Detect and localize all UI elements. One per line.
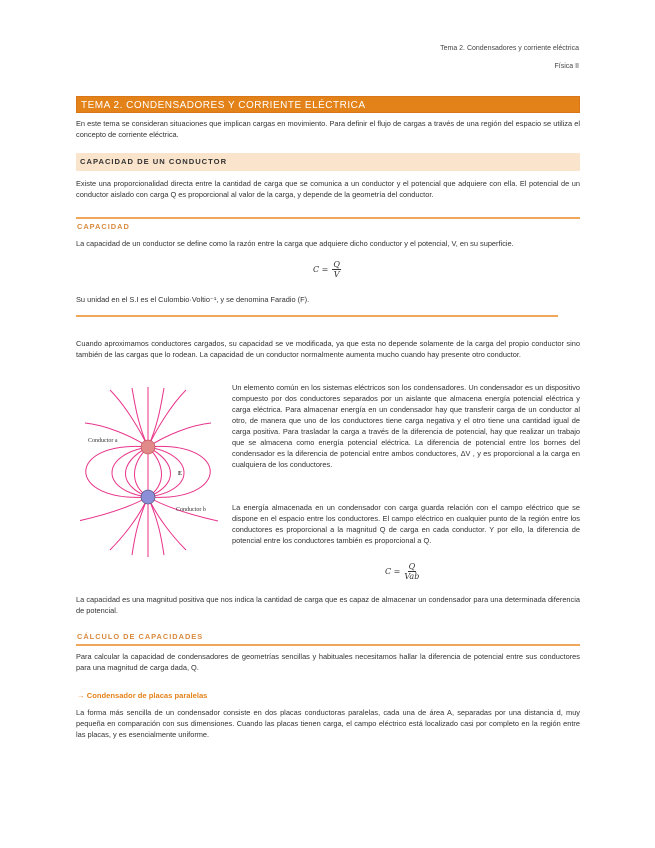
placas-paragraph: La forma más sencilla de un condensador consiste en dos placas conductoras paralelas, cada una de área A, separadas por una distancia d, muy pequeña en comparación con sus dimensiones. Cuando las placas tienen carga, el campo eléctrico está localizado casi por completo en la región entre las placas, y es esencialmente uniforme.: [76, 708, 580, 739]
divider: [76, 217, 580, 219]
subheading-calculo: CÁLCULO DE CAPACIDADES: [77, 632, 204, 641]
positive-magnitude-paragraph: La capacidad es una magnitud positiva que nos indica la cantidad de carga que es capaz de almacenar un condensador para una determinada diferencia de potencial.: [76, 595, 580, 615]
formula-lhs: C =: [385, 567, 401, 576]
running-header-title: Tema 2. Condensadores y corriente eléctrica: [440, 45, 579, 52]
dipole-field-figure: [80, 385, 220, 563]
negative-conductor-icon: [141, 490, 155, 504]
unit-paragraph: Su unidad en el S.I es el Culombio·Voltio⁻¹, y se denomina Faradio (F).: [76, 295, 310, 304]
label-field-e: E: [178, 471, 183, 477]
subheading-placas-paralelas: → Condensador de placas paralelas: [77, 691, 208, 700]
positive-conductor-icon: [141, 440, 155, 454]
running-header-course: Física II: [554, 63, 579, 70]
formula-numerator: Q: [408, 562, 416, 571]
divider: [76, 315, 558, 317]
intro-paragraph: En este tema se consideran situaciones que implican cargas en movimiento. Para definir el flujo de cargas a través de una región del espacio se utiliza el concepto de corriente eléctrica.: [76, 119, 580, 139]
subheading-capacidad: CAPACIDAD: [77, 222, 130, 231]
section-heading-capacidad-conductor: CAPACIDAD DE UN CONDUCTOR: [76, 153, 580, 171]
formula-c-q-v: [313, 260, 341, 279]
condensador-paragraph-1: Un elemento común en los sistemas eléctricos son los condensadores. Un condensador es un dispositivo compuesto por dos conductores separados por un aislante que almacena energía potencial eléctrica y carga eléctrica. Para almacenar energía en un condensador hay que transferir carga de un conductor al otro, de manera que uno de los conductores tiene carga negativa y el otro tiene una cantidad igual de carga positiva. Para trasladar la carga a través de la diferencia de potencial, hay que realizar un trabajo que se almacena como energía potencial eléctrica. La diferencia de potencial entre los bornes del condensador es la diferencia de potencial entre ambos conductores, ΔV , y es proporcional a la carga en cualquiera de los conductores.: [232, 383, 580, 469]
capacidad-paragraph: La capacidad de un conductor se define como la razón entre la carga que adquiere dicho conductor y el potencial, V, en su superficie.: [76, 239, 514, 248]
formula-numerator: Q: [333, 260, 340, 269]
condensador-paragraph-2: La energía almacenada en un condensador con carga guarda relación con el campo eléctrico que se dispone en el espacio entre los conductores. El campo eléctrico en cualquier punto de la región entre los conductores es proporcional a la magnitud Q de carga en cada conductor. Y por ello, la diferencia de potencial entre los conductores también es proporcional a Q.: [232, 503, 580, 545]
formula-c-q-vab: [385, 562, 419, 581]
formula-lhs: C =: [313, 265, 329, 274]
chapter-title: TEMA 2. CONDENSADORES Y CORRIENTE ELÉCTRICA: [76, 96, 580, 113]
conductors-paragraph: Cuando aproximamos conductores cargados, su capacidad se ve modificada, ya que esta no depende solamente de la carga del propio conductor sino también de las cargas que lo rodean. La capacidad de un conductor normalmente aumenta mucho cuando hay presente otro conductor.: [76, 339, 580, 359]
formula-denominator: V: [333, 270, 340, 279]
formula-denominator: Vab: [404, 572, 420, 581]
label-conductor-a: Conductor a: [88, 438, 118, 444]
section1-paragraph: Existe una proporcionalidad directa entre la cantidad de carga que se comunica a un conductor y el potencial que adquiere con ella. El potencial de un conductor aislado con carga Q es proporcional al valor de la carga, y depende de la geometría del conductor.: [76, 179, 580, 199]
label-conductor-b: Conductor b: [176, 507, 206, 513]
divider: [76, 644, 580, 646]
calculo-paragraph: Para calcular la capacidad de condensadores de geometrías sencillas y habituales necesitamos hallar la diferencia de potencial entre sus conductores para una magnitud de carga dada, Q.: [76, 652, 580, 672]
